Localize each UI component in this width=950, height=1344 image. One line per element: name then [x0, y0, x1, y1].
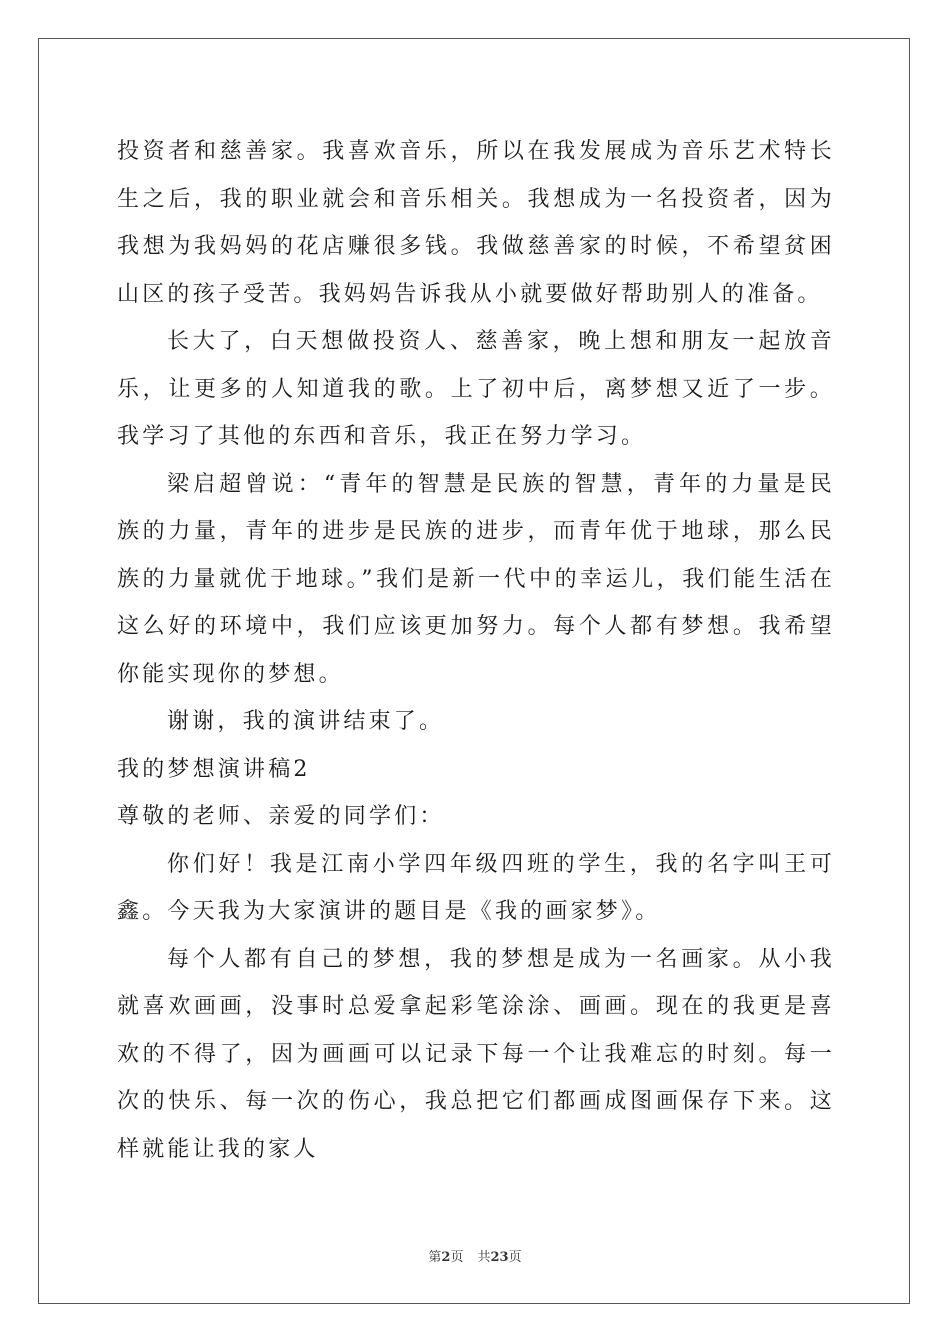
- paragraph: 长大了，白天想做投资人、慈善家，晚上想和朋友一起放音乐，让更多的人知道我的歌。上了初中后，离梦想又近了一步。我学习了其他的东西和音乐，我正在努力学习。: [117, 329, 835, 449]
- paragraph: 你们好！我是江南小学四年级四班的学生，我的名字叫王可鑫。今天我为大家演讲的题目是《我的画家梦》。: [117, 851, 835, 924]
- paragraph: 谢谢，我的演讲结束了。: [167, 709, 445, 734]
- salutation: 尊敬的老师、亲爱的同学们：: [117, 804, 445, 829]
- paragraph: 投资者和慈善家。我喜欢音乐，所以在我发展成为音乐艺术特长生之后，我的职业就会和音乐相关。我想成为一名投资者，因为我想为我妈妈的花店赚很多钱。我做慈善家的时候，不希望贫困山区的孩子受苦。我妈妈告诉我从小就要做好帮助别人的准备。: [117, 139, 835, 307]
- paragraph: 每个人都有自己的梦想，我的梦想是成为一名画家。从小我就喜欢画画，没事时总爱拿起彩笔涂涂、画画。现在的我更是喜欢的不得了，因为画画可以记录下每一个让我难忘的时刻。每一次的快乐、每一次的伤心，我总把它们都画成图画保存下来。这样就能让我的家人: [117, 946, 835, 1162]
- total-suffix: 页: [508, 1250, 522, 1265]
- section-heading: 我的梦想演讲稿2: [117, 756, 311, 782]
- page-footer: [0, 1246, 950, 1265]
- page-prefix: 第: [428, 1250, 442, 1265]
- total-prefix: 共: [477, 1250, 491, 1265]
- paragraph: 梁启超曾说：“青年的智慧是民族的智慧，青年的力量是民族的力量，青年的进步是民族的进步，而青年优于地球，那么民族的力量就优于地球。”我们是新一代中的幸运儿，我们能生活在这么好的环境中，我们应该更加努力。每个人都有梦想。我希望你能实现你的梦想。: [117, 471, 835, 687]
- document-body: [117, 128, 835, 1173]
- page-current: 2: [441, 1250, 451, 1265]
- page-suffix: 页: [450, 1250, 464, 1265]
- page-total: 23: [490, 1250, 509, 1265]
